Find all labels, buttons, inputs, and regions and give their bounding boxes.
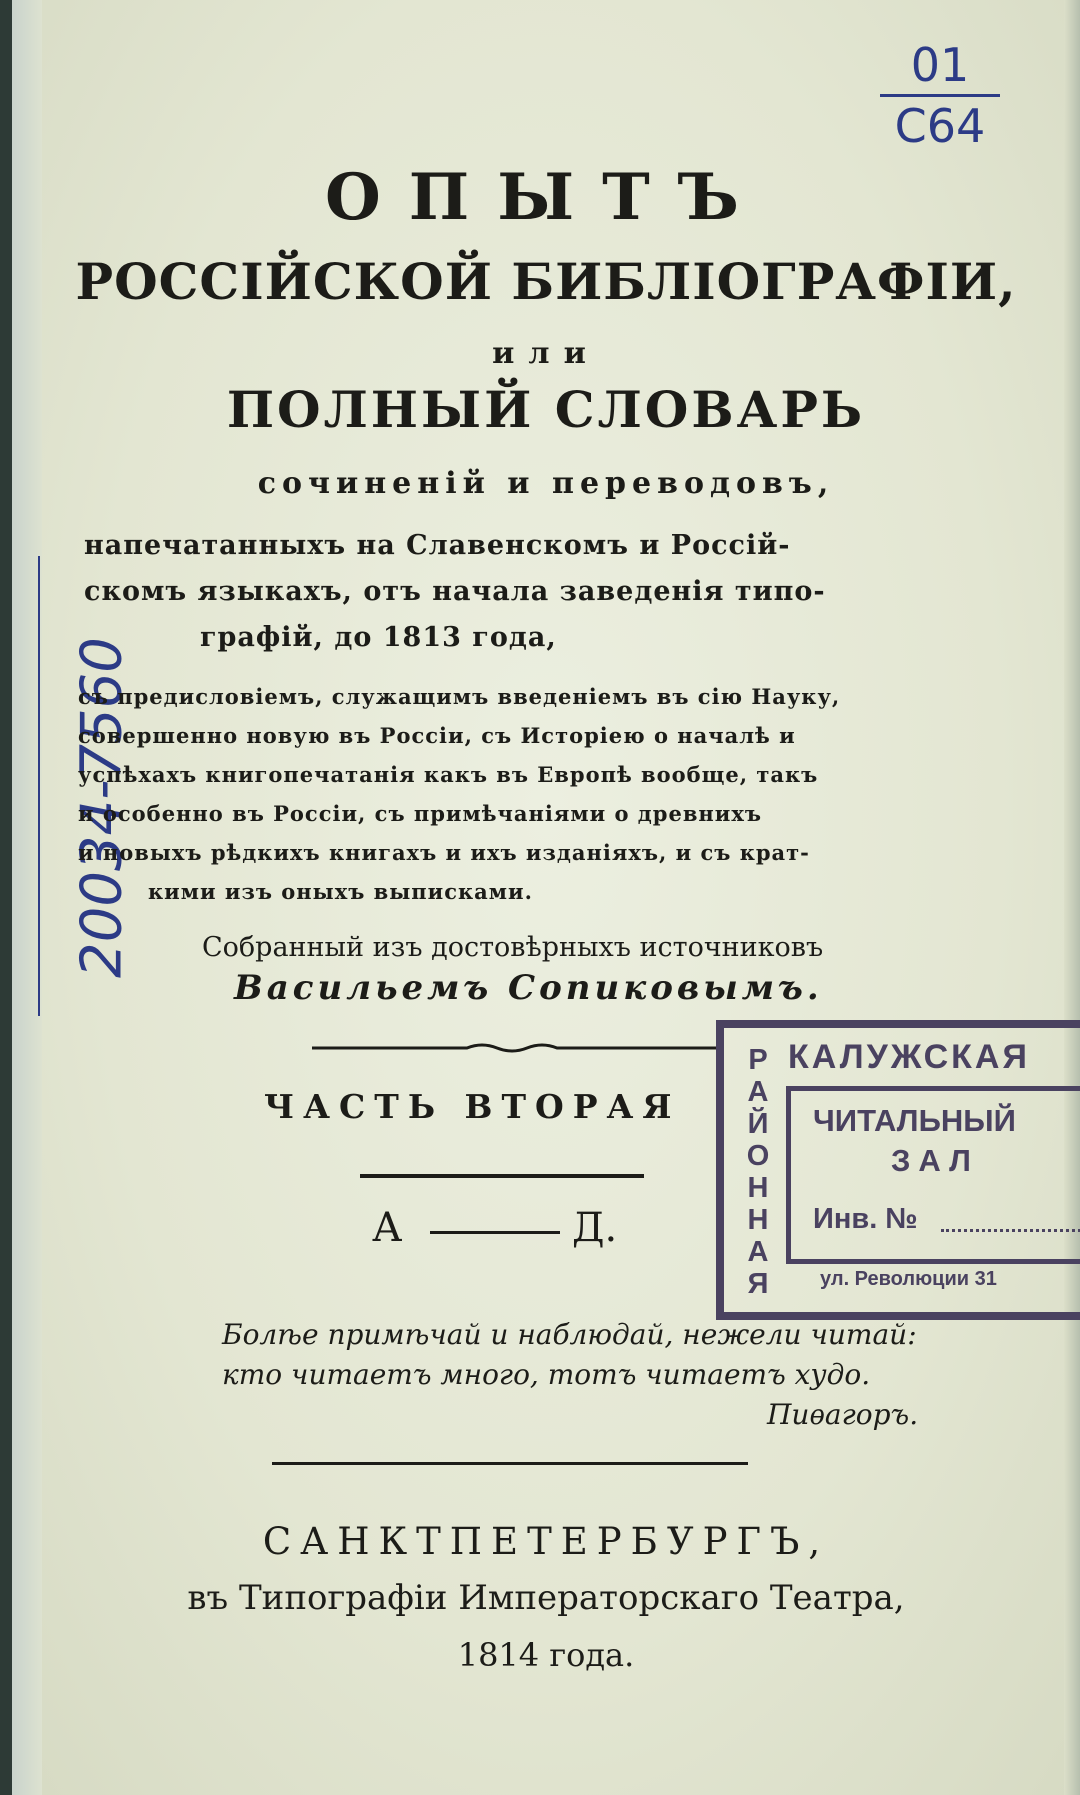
author-name: Васильемъ Сопиковымъ. bbox=[234, 968, 823, 1008]
collected-from: Собранный изъ достовѣрныхъ источниковъ bbox=[202, 932, 824, 963]
stamp-address: ул. Революции 31 bbox=[820, 1268, 997, 1290]
range-start: А bbox=[372, 1205, 403, 1251]
epigraph-line-1: Болѣе примѣчай и наблюдай, нежели читай: bbox=[222, 1318, 917, 1351]
title-page bbox=[12, 0, 1080, 1795]
subtitle-line: графій, до 1813 года, bbox=[200, 622, 557, 653]
shelfmark-top: 01 bbox=[910, 38, 970, 92]
preface-line: съ предисловіемъ, служащимъ введеніемъ въ сію Науку, bbox=[78, 684, 841, 709]
title-line-5: сочиненій и переводовъ, bbox=[257, 466, 835, 501]
preface-line: успѣхахъ книгопечатанія какъ въ Европѣ вообще, такъ bbox=[78, 762, 819, 787]
stamp-line-1: ЧИТАЛЬНЫЙ bbox=[813, 1103, 1016, 1138]
title-line-1: ОПЫТЪ bbox=[325, 160, 767, 235]
subtitle-line: напечатанныхъ на Славенскомъ и Россій- bbox=[84, 530, 791, 561]
imprint-year: 1814 года. bbox=[457, 1636, 635, 1674]
range-end: Д. bbox=[572, 1205, 618, 1251]
preface-line: и новыхъ рѣдкихъ книгахъ и ихъ изданіяхъ, и съ крат- bbox=[78, 840, 810, 865]
stamp-line-2: ЗАЛ bbox=[891, 1143, 979, 1178]
preface-line: и особенно въ Россіи, съ примѣчаніями о древнихъ bbox=[78, 801, 763, 826]
preface-line: кими изъ оныхъ выписками. bbox=[148, 879, 533, 904]
inventory-number: 20034-7560 bbox=[69, 637, 135, 978]
stamp-inventory-label: Инв. № bbox=[813, 1203, 918, 1235]
shelfmark-divider bbox=[880, 94, 1000, 97]
range-dash bbox=[430, 1231, 560, 1234]
inventory-underline bbox=[38, 556, 40, 1016]
part-label: ЧАСТЬ ВТОРАЯ bbox=[264, 1087, 681, 1126]
epigraph-line-2: кто читаетъ много, тотъ читаетъ худо. bbox=[222, 1358, 871, 1391]
shelfmark bbox=[880, 38, 1000, 153]
imprint-printer: въ Типографіи Императорскаго Театра, bbox=[187, 1578, 905, 1618]
imprint-city: САНКТПЕТЕРБУРГЪ, bbox=[262, 1520, 830, 1563]
subtitle-line: скомъ языкахъ, отъ начала заведенія типо- bbox=[84, 576, 826, 607]
title-line-2: РОССІЙСКОЙ БИБЛІОГРАФІИ, bbox=[75, 252, 1017, 311]
library-stamp bbox=[716, 1020, 1080, 1320]
shelfmark-bottom: С64 bbox=[894, 99, 986, 153]
rule-divider bbox=[272, 1462, 748, 1465]
title-line-4: ПОЛНЫЙ СЛОВАРЬ bbox=[226, 380, 866, 439]
stamp-inventory-blank bbox=[941, 1229, 1080, 1232]
stamp-vertical-text: РАЙОННАЯ bbox=[746, 1044, 770, 1300]
epigraph-attribution: Пиѳагоръ. bbox=[767, 1398, 919, 1431]
title-line-3: или bbox=[492, 336, 600, 371]
preface-line: совершенно новую въ Россіи, съ Исторіею о началѣ и bbox=[78, 723, 796, 748]
stamp-org: КАЛУЖСКАЯ bbox=[788, 1038, 1030, 1076]
stamp-inner-box bbox=[786, 1086, 1080, 1264]
rule-divider bbox=[360, 1174, 644, 1178]
